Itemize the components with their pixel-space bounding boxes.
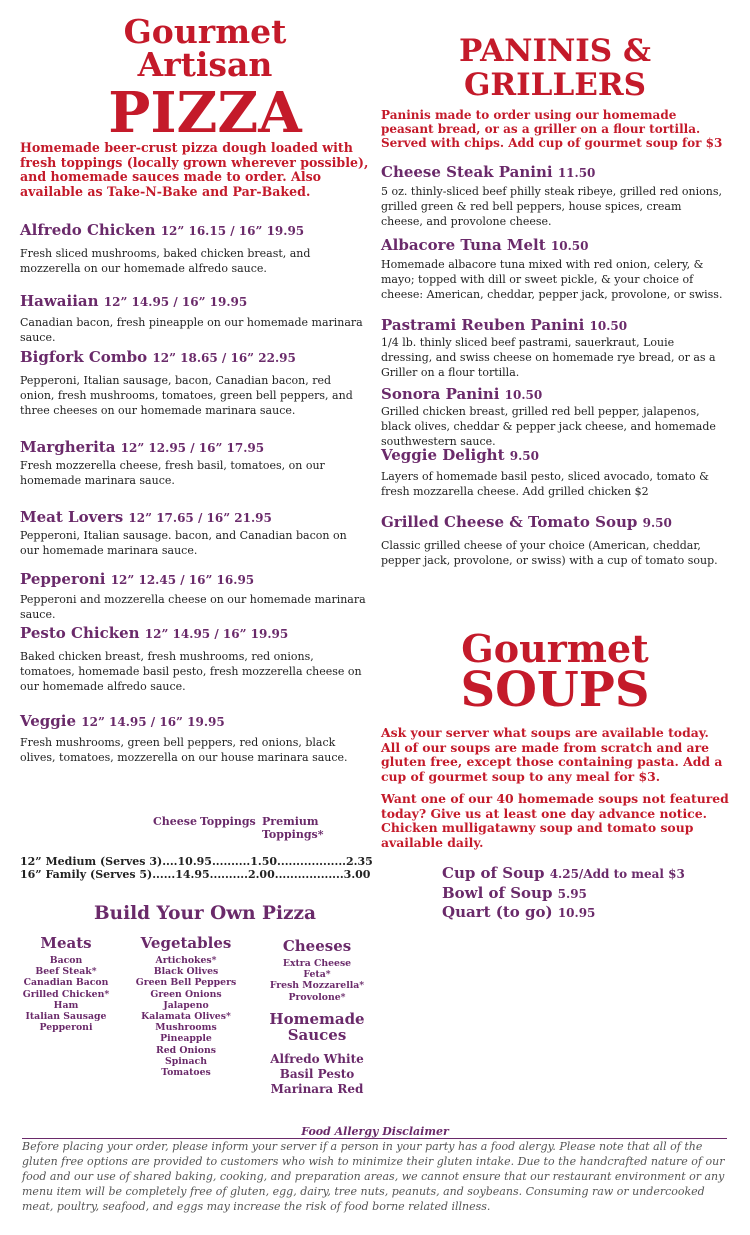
meats-column xyxy=(12,934,120,1033)
panini-item-name: Sonora Panini xyxy=(381,385,500,403)
vegetables-list xyxy=(130,955,242,1078)
panini-item xyxy=(381,236,726,302)
panini-item-desc: 5 oz. thinly-sliced beef philly steak ribeye, grilled red onions, grilled green & red bell peppers, house spices, cream cheese, and provolone cheese. xyxy=(381,185,722,228)
pizza-item-title xyxy=(20,221,370,239)
pizza-item-price: 12” 14.95 / 16” 19.95 xyxy=(81,715,225,729)
soups-title-line1: Gourmet xyxy=(461,626,649,671)
col-header-cheese: Cheese xyxy=(153,815,197,828)
pizza-item xyxy=(20,438,360,488)
pizza-item-title xyxy=(20,348,365,366)
veg-item: Mushrooms xyxy=(155,1022,217,1034)
pizza-item xyxy=(20,221,370,276)
paninis-title-line1: PANINIS & xyxy=(459,33,651,69)
cup-of-soup-price: 4.25/Add to meal $3 xyxy=(549,867,685,881)
bowl-of-soup-price: 5.95 xyxy=(557,886,587,901)
veg-item: Black Olives xyxy=(153,966,219,978)
panini-item-price: 9.50 xyxy=(509,449,539,463)
pizza-item-desc: Fresh mushrooms, green bell peppers, red onions, black olives, tomatoes, mozzerella on our house marinara sauce. xyxy=(20,736,348,764)
panini-item-name: Pastrami Reuben Panini xyxy=(381,316,585,334)
pizza-item-price: 12” 12.95 / 16” 17.95 xyxy=(120,441,265,455)
meat-item: Canadian Bacon xyxy=(23,977,109,989)
panini-item-desc: Layers of homemade basil pesto, sliced avocado, tomato & fresh mozzarella cheese. Add grilled chicken $2 xyxy=(381,470,709,498)
panini-item-desc: Classic grilled cheese of your choice (American, cheddar, pepper jack, provolone, or swiss) with a cup of tomato soup. xyxy=(381,539,718,567)
veg-item: Artichokes* xyxy=(155,955,217,966)
price-row-medium: 12” Medium (Serves 3)....10.95..........1.50..................2.35 xyxy=(20,855,373,868)
pizza-item-desc: Pepperoni and mozzerella cheese on our homemade marinara sauce. xyxy=(20,593,366,621)
soups-title-line2: SOUPS xyxy=(460,662,650,718)
cup-of-soup xyxy=(442,864,685,884)
panini-item-title xyxy=(381,513,726,531)
cheeses-title: Cheeses xyxy=(282,937,352,955)
veg-item: Kalamata Olives* xyxy=(141,1011,231,1023)
quart-of-soup-name: Quart (to go) xyxy=(442,903,553,921)
bowl-of-soup xyxy=(442,884,685,904)
meat-item: Pepperoni xyxy=(39,1022,93,1034)
veg-item: Spinach xyxy=(165,1055,207,1067)
pizza-title-line3: PIZZA xyxy=(108,80,302,146)
pizza-item xyxy=(20,348,365,418)
panini-item-desc: Homemade albacore tuna mixed with red onion, celery, & mayo; topped with dill or sweet pickle, & your choice of cheese: American, cheddar, pepper jack, provolone, or swiss. xyxy=(381,258,723,301)
cheeses-list xyxy=(252,958,382,1003)
panini-item xyxy=(381,446,726,499)
pizza-item-name: Pepperoni xyxy=(20,570,106,588)
veg-item: Red Onions xyxy=(156,1044,216,1056)
meat-item: Grilled Chicken* xyxy=(22,988,110,1000)
pizza-title xyxy=(95,12,315,146)
pizza-item xyxy=(20,712,365,765)
cheese-item: Feta* xyxy=(303,969,331,981)
panini-item-name: Veggie Delight xyxy=(381,446,505,464)
pizza-item-price: 12” 18.65 / 16” 22.95 xyxy=(152,351,296,365)
pizza-item-name: Pesto Chicken xyxy=(20,624,140,642)
pizza-item-desc: Fresh mozzerella cheese, fresh basil, tomatoes, on our homemade marinara sauce. xyxy=(20,459,325,487)
pizza-intro: Homemade beer-crust pizza dough loaded with fresh toppings (locally grown wherever possible), and homemade sauces made to order. Also available as Take-N-Bake and Par-Baked. xyxy=(20,140,369,199)
cheese-item: Provolone* xyxy=(288,991,346,1003)
cheese-item: Extra Cheese xyxy=(282,958,352,969)
panini-item-price: 10.50 xyxy=(504,388,543,402)
pizza-item xyxy=(20,292,370,345)
meat-item: Italian Sausage xyxy=(25,1011,107,1023)
panini-item-title xyxy=(381,316,721,334)
panini-item-title xyxy=(381,385,726,403)
panini-item-title xyxy=(381,236,726,254)
cheeses-column xyxy=(252,937,382,1097)
panini-item xyxy=(381,163,726,229)
pizza-item-desc: Canadian bacon, fresh pineapple on our homemade marinara sauce. xyxy=(20,316,363,344)
pizza-item-title xyxy=(20,624,368,642)
paninis-title-line2: GRILLERS xyxy=(463,67,647,103)
vegetables-column xyxy=(130,934,242,1078)
col-header-toppings: Toppings xyxy=(200,815,256,828)
sauces-list xyxy=(252,1052,382,1097)
sauces-title-line1: Homemade xyxy=(269,1009,365,1028)
panini-item-price: 10.50 xyxy=(550,239,589,253)
pizza-item-name: Margherita xyxy=(20,438,116,456)
pizza-item-title xyxy=(20,712,365,730)
veg-item: Green Bell Peppers xyxy=(135,977,237,989)
panini-item xyxy=(381,513,726,568)
paninis-intro: Paninis made to order using our homemade peasant bread, or as a griller on a flour tortilla. Served with chips. Add cup of gourmet soup for $3 xyxy=(381,108,723,150)
pizza-item-price: 12” 12.45 / 16” 16.95 xyxy=(110,573,255,587)
quart-of-soup-price: 10.95 xyxy=(557,906,596,920)
pizza-item-title xyxy=(20,292,370,310)
veg-item: Jalapeno xyxy=(163,999,209,1011)
pizza-item-name: Hawaiian xyxy=(20,292,99,310)
quart-of-soup xyxy=(442,903,685,923)
allergy-title: Food Allergy Disclaimer xyxy=(301,1125,449,1138)
veg-item: Pineapple xyxy=(160,1033,212,1045)
pizza-item xyxy=(20,624,368,694)
pizza-item-price: 12” 14.95 / 16” 19.95 xyxy=(144,627,289,641)
soups-title xyxy=(430,626,680,718)
pizza-item-desc: Pepperoni, Italian sausage, bacon, Canadian bacon, red onion, fresh mushrooms, tomatoes, green bell peppers, and three cheeses on our homemade marinara sauce. xyxy=(20,374,353,417)
pizza-item-name: Alfredo Chicken xyxy=(20,221,156,239)
bowl-of-soup-name: Bowl of Soup xyxy=(442,883,553,902)
meat-item: Bacon xyxy=(49,955,83,966)
pizza-item xyxy=(20,570,370,622)
panini-item xyxy=(381,385,726,449)
pizza-item-name: Veggie xyxy=(20,712,77,730)
sauce-item: Basil Pesto xyxy=(279,1066,355,1081)
soups-paragraph-1: Ask your server what soups are available today. All of our soups are made from scratch and are gluten free, except those containing pasta. Add a cup of gourmet soup to any meal for $3. xyxy=(381,725,723,784)
sauce-item: Alfredo White xyxy=(270,1051,364,1066)
panini-item xyxy=(381,316,721,380)
pizza-item-price: 12” 16.15 / 16” 19.95 xyxy=(160,224,305,238)
meats-list xyxy=(12,955,120,1033)
sauces-title xyxy=(252,1011,382,1043)
pizza-item-price: 12” 14.95 / 16” 19.95 xyxy=(103,295,248,309)
meats-title: Meats xyxy=(40,934,92,952)
vegetables-title: Vegetables xyxy=(140,934,232,952)
panini-item-title xyxy=(381,163,726,181)
pizza-item-desc: Fresh sliced mushrooms, baked chicken breast, and mozzerella on our homemade alfredo sauce. xyxy=(20,247,311,275)
panini-item-desc: 1/4 lb. thinly sliced beef pastrami, sauerkraut, Louie dressing, and swiss cheese on homemade rye bread, or as a Griller on a flour tortilla. xyxy=(381,336,716,379)
col-header-premium: Premium Toppings* xyxy=(262,815,324,841)
price-row-family: 16” Family (Serves 5)......14.95..........2.00..................3.00 xyxy=(20,868,371,881)
soup-sizes xyxy=(442,864,685,923)
pizza-title-line2: Artisan xyxy=(137,45,273,84)
pizza-item-name: Meat Lovers xyxy=(20,508,124,526)
pizza-title-line1: Gourmet xyxy=(123,12,287,51)
panini-item-price: 11.50 xyxy=(557,166,596,180)
soups-paragraph-2: Want one of our 40 homemade soups not featured today? Give us at least one day advance notice. Chicken mulligatawny soup and tomato soup available daily. xyxy=(381,791,729,850)
pizza-item-name: Bigfork Combo xyxy=(20,348,148,366)
panini-item-name: Grilled Cheese & Tomato Soup xyxy=(381,513,638,531)
allergy-text: Before placing your order, please inform your server if a person in your party has a food alergy. Please note that all of the gluten free options are provided to customers who wish to minimize their gluten intake. Due to the handcrafted nature of our food and our use of shared baking, cooking, and preparation areas, we cannot ensure that our restaurant environment or any menu item will be completely free of gluten, egg, dairy, tree nuts, peanuts, and soybeans. Consuming raw or undercooked meat, poultry, seafood, and eggs may increase the risk of food borne related illness. xyxy=(22,1140,725,1213)
sauces-title-line2: Sauces xyxy=(287,1025,347,1044)
panini-item-title xyxy=(381,446,726,464)
panini-item-name: Albacore Tuna Melt xyxy=(381,236,546,254)
pizza-item-title xyxy=(20,438,360,456)
veg-item: Tomatoes xyxy=(161,1067,211,1079)
panini-item-desc: Grilled chicken breast, grilled red bell pepper, jalapenos, black olives, cheddar & pepper jack cheese, and homemade southwestern sauce. xyxy=(381,405,716,448)
pizza-item-desc: Pepperoni, Italian sausage. bacon, and Canadian bacon on our homemade marinara sauce. xyxy=(20,529,347,557)
veg-item: Green Onions xyxy=(150,988,222,1000)
cup-of-soup-name: Cup of Soup xyxy=(442,864,545,882)
panini-item-price: 10.50 xyxy=(589,319,628,333)
cheese-item: Fresh Mozzarella* xyxy=(269,980,365,992)
meat-item: Beef Steak* xyxy=(35,966,97,978)
panini-item-price: 9.50 xyxy=(642,516,672,530)
pizza-item-desc: Baked chicken breast, fresh mushrooms, red onions, tomatoes, homemade basil pesto, fresh mozzerella cheese on our homemade alfredo sauce. xyxy=(20,650,362,693)
pizza-item xyxy=(20,508,350,558)
pizza-item-price: 12” 17.65 / 16” 21.95 xyxy=(128,511,272,525)
pizza-item-title xyxy=(20,570,370,588)
pizza-item-title xyxy=(20,508,350,526)
sauce-item: Marinara Red xyxy=(270,1081,364,1096)
meat-item: Ham xyxy=(53,999,79,1011)
paninis-title xyxy=(400,33,710,103)
panini-item-name: Cheese Steak Panini xyxy=(381,163,553,181)
build-title: Build Your Own Pizza xyxy=(94,903,316,924)
